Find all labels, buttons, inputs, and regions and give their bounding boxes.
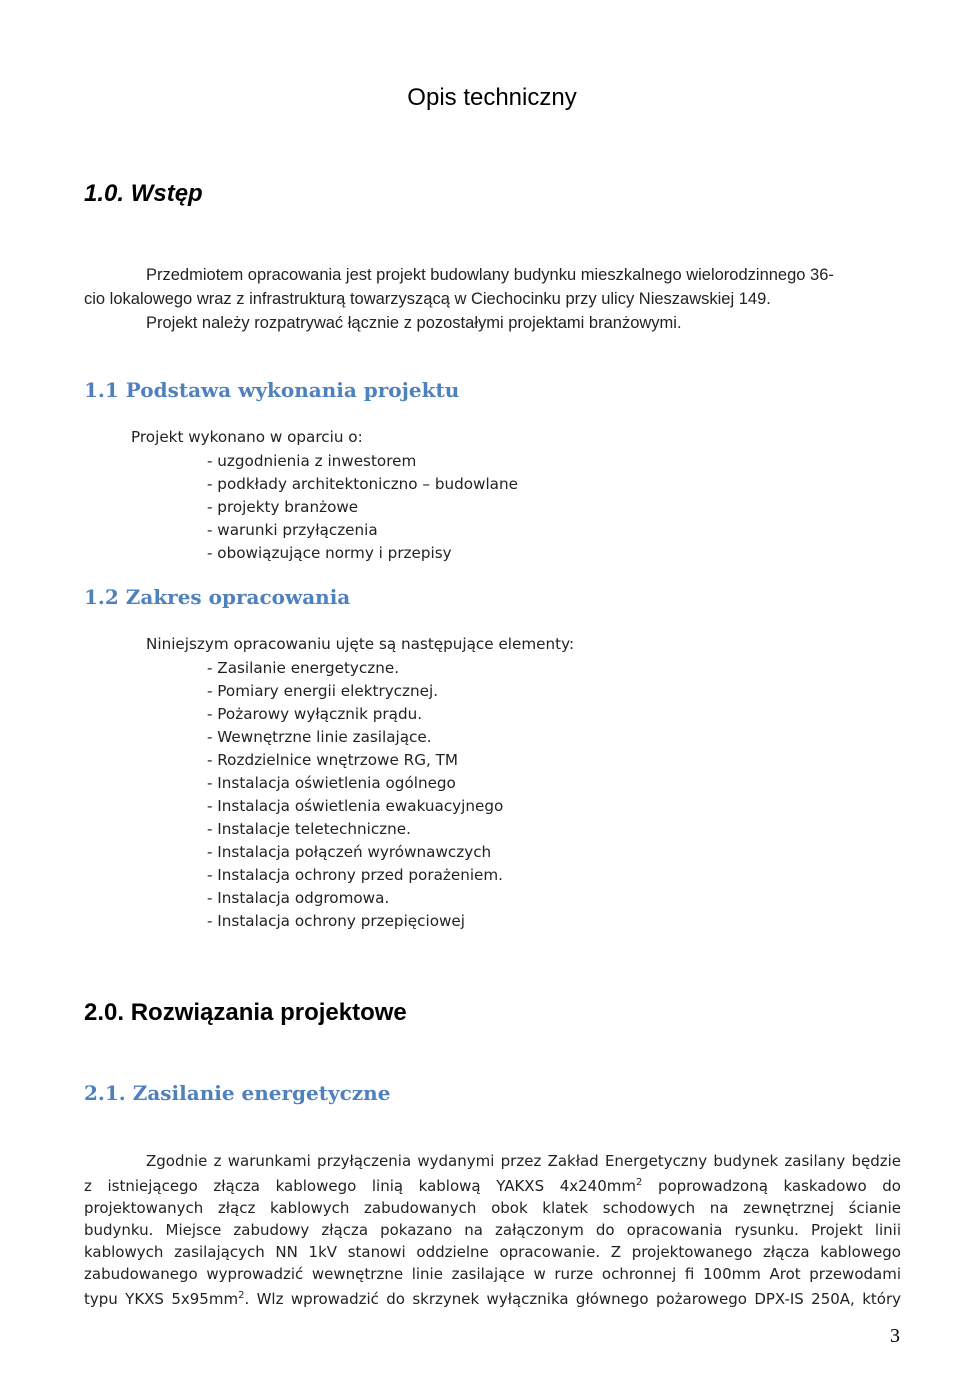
section-1-0-heading: 1.0. Wstęp xyxy=(84,180,203,207)
paragraph-text: z istniejącego złącza kablowego linią kablową YAKXS 4x240mm xyxy=(84,1177,636,1195)
list-item: - Wewnętrzne linie zasilające. xyxy=(207,728,432,746)
list-item: - podkłady architektoniczno – budowlane xyxy=(207,475,518,493)
section-2-1-paragraph xyxy=(84,1150,901,1310)
paragraph-line xyxy=(84,1172,901,1197)
section-1-1-heading: 1.1 Podstawa wykonania projektu xyxy=(84,378,460,402)
paragraph-line: zabudowanego wyprowadzić wewnętrzne linie zasilające w rurze ochronnej fi 100mm Arot przewodami xyxy=(84,1265,901,1283)
list-item: - Instalacja odgromowa. xyxy=(207,889,390,907)
list-item: - Pożarowy wyłącznik prądu. xyxy=(207,705,423,723)
paragraph-line: kablowych zasilających NN 1kV stanowi oddzielne opracowanie. Z projektowanego złącza kablowego xyxy=(84,1243,901,1261)
paragraph-line: Zgodnie z warunkami przyłączenia wydanymi przez Zakład Energetyczny budynek zasilany będzie xyxy=(146,1152,901,1170)
section-1-2-heading: 1.2 Zakres opracowania xyxy=(84,585,351,609)
section-1-2-lead: Niniejszym opracowaniu ujęte są następujące elementy: xyxy=(146,635,575,653)
intro-line-1: Przedmiotem opracowania jest projekt budowlany budynku mieszkalnego wielorodzinnego 36- xyxy=(146,266,834,284)
list-item: - obowiązujące normy i przepisy xyxy=(207,544,452,562)
list-item: - Instalacja oświetlenia ogólnego xyxy=(207,774,456,792)
list-item: - Instalacje teletechniczne. xyxy=(207,820,411,838)
superscript: 2 xyxy=(238,1290,245,1301)
list-item: - projekty branżowe xyxy=(207,498,359,516)
section-2-0-heading: 2.0. Rozwiązania projektowe xyxy=(84,999,407,1026)
paragraph-line xyxy=(84,1285,901,1310)
list-item: - uzgodnienia z inwestorem xyxy=(207,452,417,470)
paragraph-text: poprowadzoną kaskadowo do xyxy=(642,1177,901,1195)
section-2-1-heading: 2.1. Zasilanie energetyczne xyxy=(84,1081,391,1105)
superscript: 2 xyxy=(635,1177,643,1188)
paragraph-line: budynku. Miejsce zabudowy złącza pokazano na załączonym do opracowania rysunku. Projekt linii xyxy=(84,1221,901,1239)
page-number: 3 xyxy=(890,1325,900,1347)
intro-line-3: Projekt należy rozpatrywać łącznie z pozostałymi projektami branżowymi. xyxy=(146,314,682,332)
paragraph-text: typu YKXS 5x95mm xyxy=(84,1290,239,1308)
list-item: - Instalacja oświetlenia ewakuacyjnego xyxy=(207,797,504,815)
paragraph-line: projektowanych złącz kablowych zabudowanych obok klatek schodowych na zewnętrznej ścianie xyxy=(84,1199,901,1217)
paragraph-text: . Wlz wprowadzić do skrzynek wyłącznika głównego pożarowego DPX-IS 250A, który xyxy=(244,1290,901,1308)
intro-line-2: cio lokalowego wraz z infrastrukturą towarzyszącą w Ciechocinku przy ulicy Nieszawskiej 149. xyxy=(84,290,771,308)
list-item: - Rozdzielnice wnętrzowe RG, TM xyxy=(207,751,459,769)
list-item: - warunki przyłączenia xyxy=(207,521,378,539)
document-title: Opis techniczny xyxy=(407,84,577,111)
list-item: - Instalacja ochrony przed porażeniem. xyxy=(207,866,504,884)
list-item: - Instalacja ochrony przepięciowej xyxy=(207,912,465,930)
section-1-1-lead: Projekt wykonano w oparciu o: xyxy=(131,428,363,446)
list-item: - Instalacja połączeń wyrównawczych xyxy=(207,843,492,861)
list-item: - Pomiary energii elektrycznej. xyxy=(207,682,439,700)
list-item: - Zasilanie energetyczne. xyxy=(207,659,400,677)
